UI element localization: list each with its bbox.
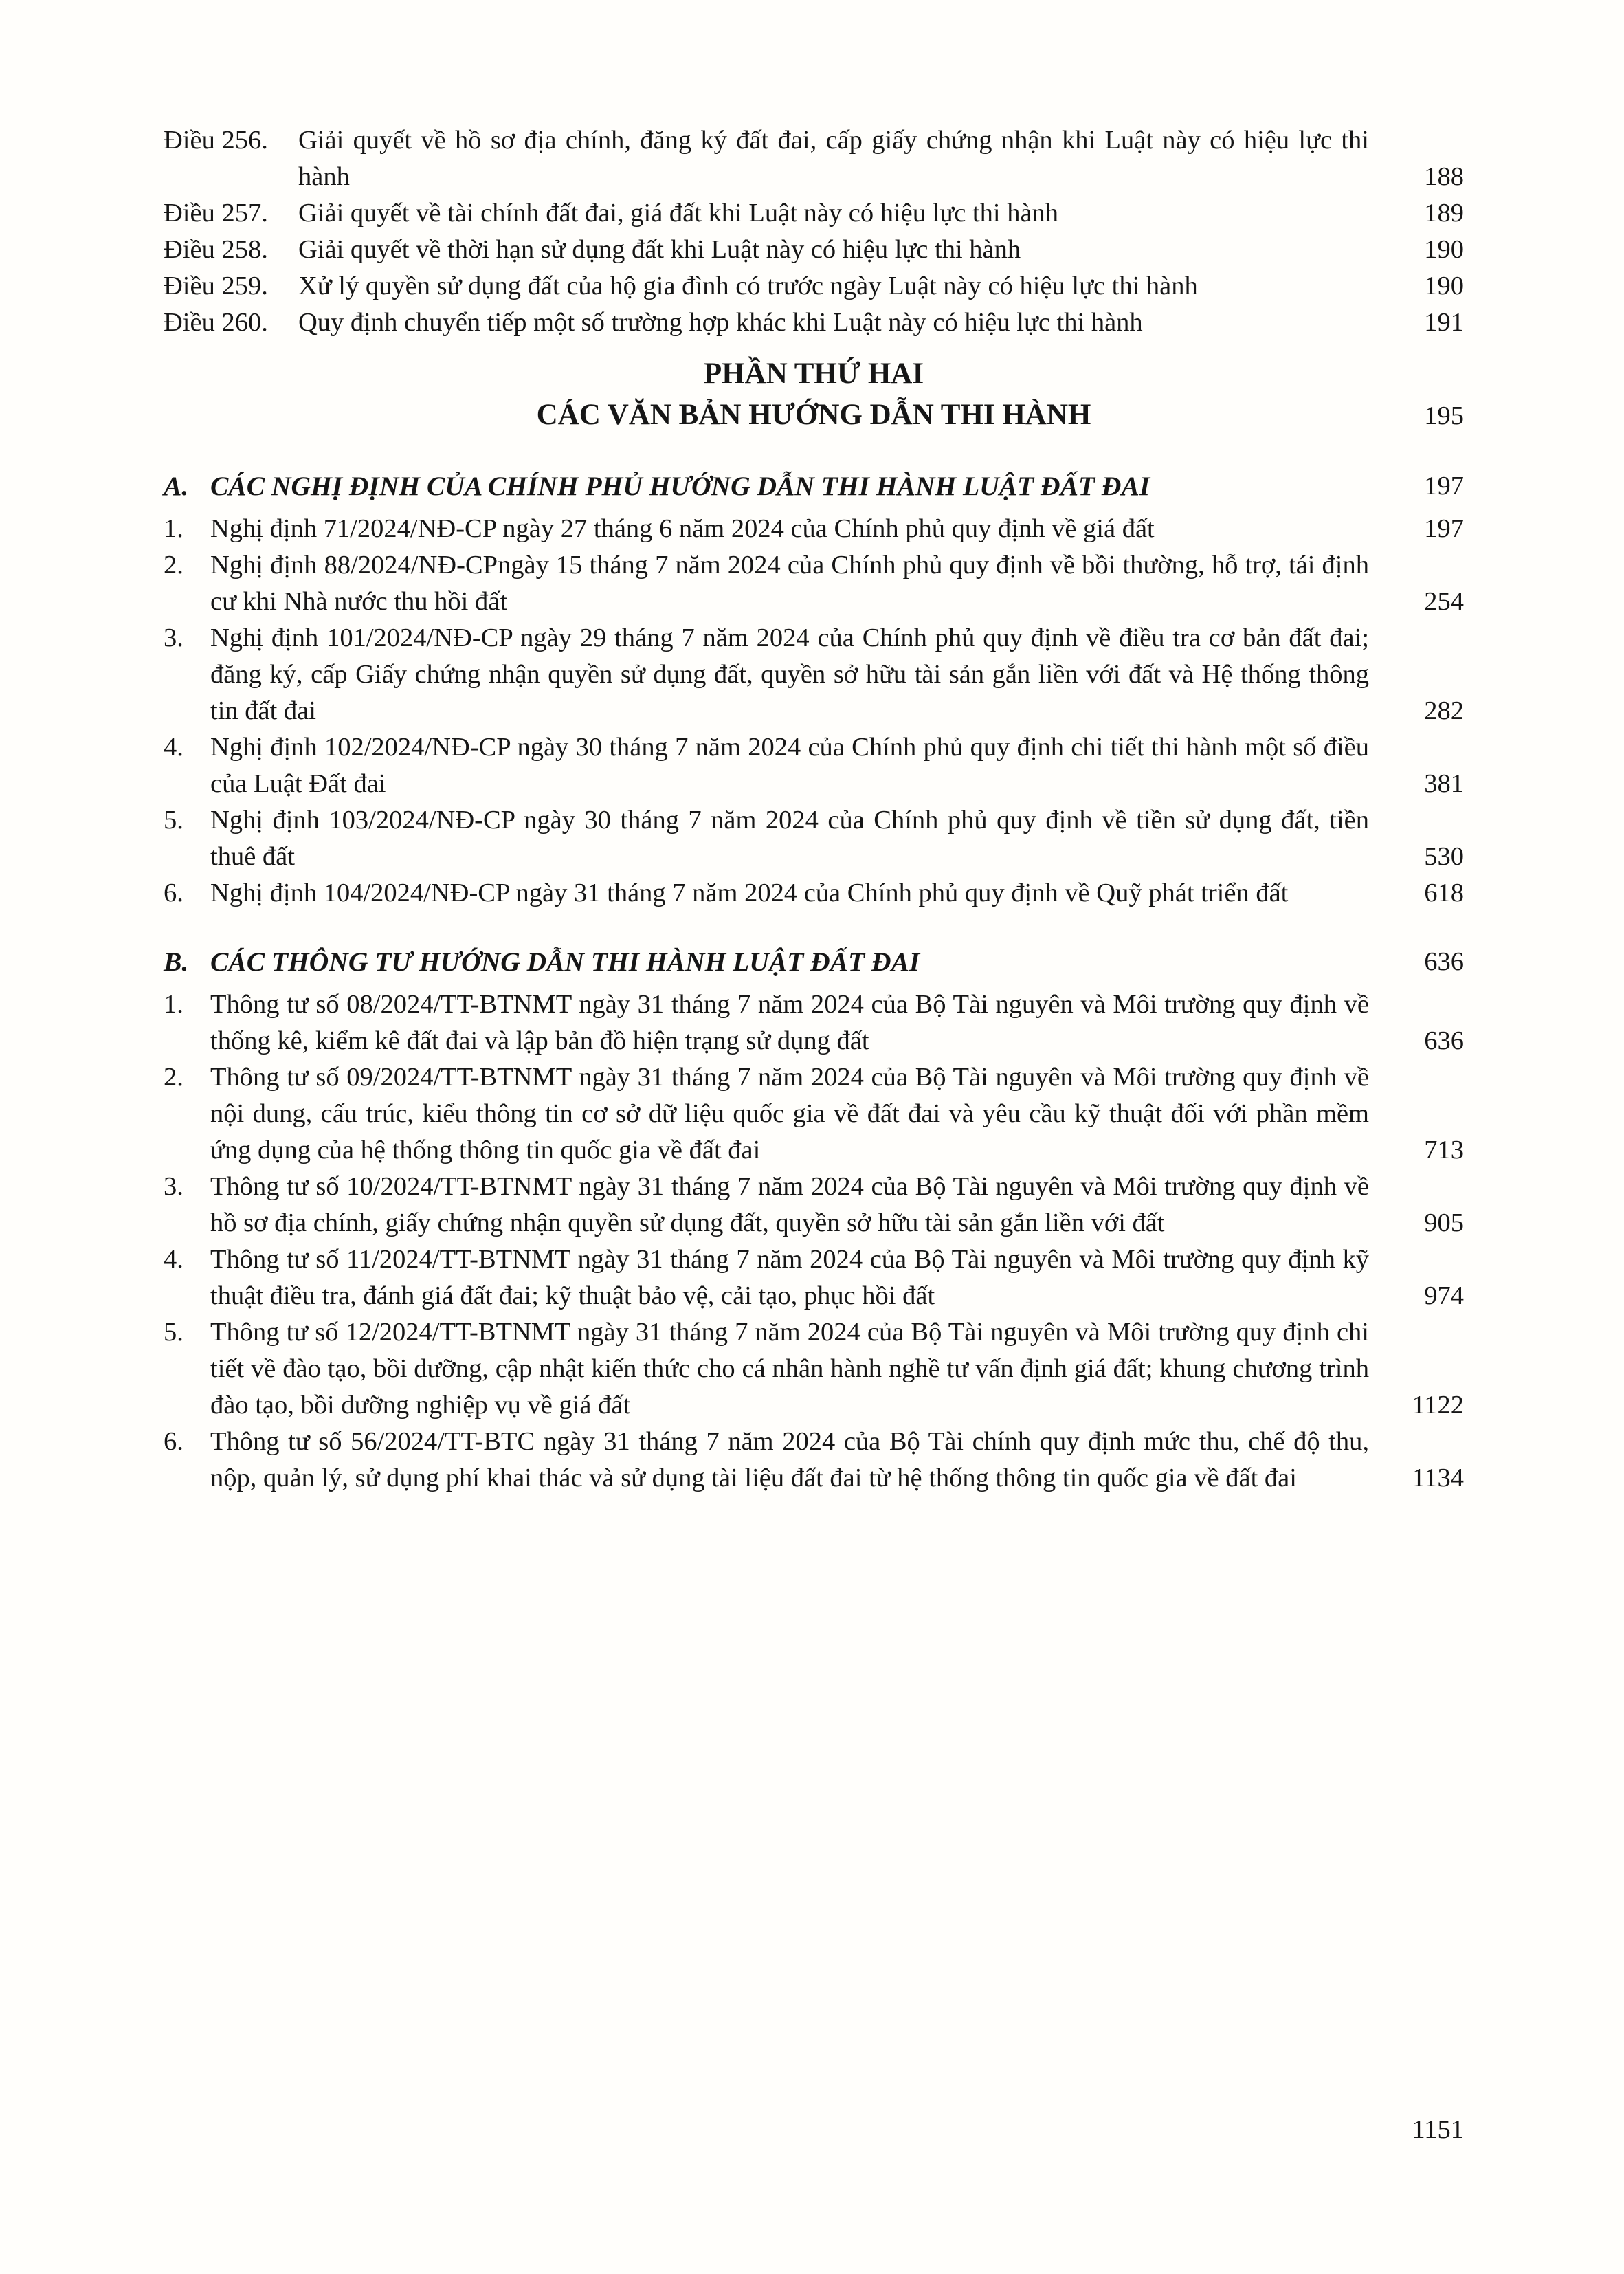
entry-label: Điều 259.: [164, 272, 268, 300]
toc-entry-article-256: [164, 122, 1464, 195]
part-heading: [164, 353, 1464, 436]
entry-number: 1.: [164, 990, 183, 1019]
entry-title: Giải quyết về tài chính đất đai, giá đất khi Luật này có hiệu lực thi hành: [298, 199, 1059, 228]
entry-title: Nghị định 101/2024/NĐ-CP ngày 29 tháng 7 năm 2024 của Chính phủ quy định về điều tra cơ bản đất đai; đăng ký, cấp Giấy chứng nhận quyền sử dụng đất, quyền sở hữu tài sản gắn liền với đất và Hệ thống thông tin đất đai: [210, 623, 1369, 725]
entry-page-number: 618: [1424, 879, 1464, 907]
entry-page-number: 905: [1424, 1208, 1464, 1237]
toc-entry-decree-5: [164, 802, 1464, 875]
entry-title: Nghị định 71/2024/NĐ-CP ngày 27 tháng 6 năm 2024 của Chính phủ quy định về giá đất: [210, 514, 1155, 543]
entry-number: 6.: [164, 879, 183, 907]
section-label: A.: [164, 471, 189, 501]
entry-title: Thông tư số 56/2024/TT-BTC ngày 31 tháng 7 năm 2024 của Bộ Tài chính quy định mức thu, chế độ thu, nộp, quản lý, sử dụng phí khai thác và sử dụng tài liệu đất đai từ hệ thống thông tin quốc gia về đất đai: [210, 1427, 1369, 1492]
entry-number: 6.: [164, 1427, 183, 1456]
part-heading-line2: CÁC VĂN BẢN HƯỚNG DẪN THI HÀNH: [536, 399, 1091, 431]
toc-entry-circular-3: [164, 1169, 1464, 1241]
entry-number: 2.: [164, 551, 183, 579]
entry-title: Thông tư số 12/2024/TT-BTNMT ngày 31 tháng 7 năm 2024 của Bộ Tài nguyên và Môi trường quy định chi tiết về đào tạo, bồi dưỡng, cập nhật kiến thức cho cá nhân hành nghề tư vấn định giá đất; khung chương trình đào tạo, bồi dưỡng nghiệp vụ về giá đất: [210, 1318, 1369, 1420]
entry-page-number: 191: [1424, 308, 1464, 337]
toc-entry-decree-4: [164, 729, 1464, 802]
toc-entry-circular-2: [164, 1059, 1464, 1169]
entry-page-number: 1134: [1412, 1464, 1464, 1492]
section-a-items: [164, 511, 1464, 912]
entry-number: 4.: [164, 733, 183, 762]
entry-title: Giải quyết về hồ sơ địa chính, đăng ký đất đai, cấp giấy chứng nhận khi Luật này có hiệu lực thi hành: [298, 126, 1369, 191]
section-b-heading: [164, 943, 1464, 981]
toc-entry-circular-4: [164, 1241, 1464, 1314]
toc-entry-circular-6: [164, 1424, 1464, 1497]
entry-title: Thông tư số 09/2024/TT-BTNMT ngày 31 tháng 7 năm 2024 của Bộ Tài nguyên và Môi trường quy định về nội dung, cấu trúc, kiểu thông tin cơ sở dữ liệu quốc gia về đất đai và yêu cầu kỹ thuật đối với phần mềm ứng dụng của hệ thống thông tin quốc gia về đất đai: [210, 1063, 1369, 1164]
entry-number: 4.: [164, 1245, 183, 1274]
entry-page-number: 974: [1424, 1281, 1464, 1310]
entry-number: 2.: [164, 1063, 183, 1092]
entry-title: Thông tư số 10/2024/TT-BTNMT ngày 31 tháng 7 năm 2024 của Bộ Tài nguyên và Môi trường quy định về hồ sơ địa chính, giấy chứng nhận quyền sử dụng đất, quyền sở hữu tài sản gắn liền với đất: [210, 1172, 1369, 1237]
section-title: CÁC NGHỊ ĐỊNH CỦA CHÍNH PHỦ HƯỚNG DẪN THI HÀNH LUẬT ĐẤT ĐAI: [210, 471, 1150, 501]
entry-title: Xử lý quyền sử dụng đất của hộ gia đình có trước ngày Luật này có hiệu lực thi hành: [298, 272, 1198, 300]
entry-title: Nghị định 104/2024/NĐ-CP ngày 31 tháng 7 năm 2024 của Chính phủ quy định về Quỹ phát triển đất: [210, 879, 1289, 907]
entry-page-number: 189: [1424, 199, 1464, 228]
section-label: B.: [164, 947, 189, 977]
entry-page-number: 713: [1424, 1136, 1464, 1164]
entry-title: Thông tư số 08/2024/TT-BTNMT ngày 31 tháng 7 năm 2024 của Bộ Tài nguyên và Môi trường quy định về thống kê, kiểm kê đất đai và lập bản đồ hiện trạng sử dụng đất: [210, 990, 1369, 1055]
entry-page-number: 530: [1424, 842, 1464, 871]
entry-label: Điều 258.: [164, 235, 268, 264]
entry-page-number: 197: [1424, 514, 1464, 543]
entry-number: 5.: [164, 806, 183, 835]
section-title: CÁC THÔNG TƯ HƯỚNG DẪN THI HÀNH LUẬT ĐẤT ĐAI: [210, 947, 920, 977]
entry-title: Quy định chuyển tiếp một số trường hợp khác khi Luật này có hiệu lực thi hành: [298, 308, 1143, 337]
entry-label: Điều 260.: [164, 308, 268, 337]
entry-label: Điều 256.: [164, 126, 268, 155]
entry-label: Điều 257.: [164, 199, 268, 228]
entry-page-number: 282: [1424, 696, 1464, 725]
section-page-number: 636: [1424, 947, 1464, 976]
footer-page-number: 1151: [1412, 2115, 1464, 2144]
toc-entry-circular-1: [164, 986, 1464, 1059]
toc-entry-circular-5: [164, 1314, 1464, 1424]
entry-page-number: 1122: [1412, 1391, 1464, 1420]
entry-title: Nghị định 102/2024/NĐ-CP ngày 30 tháng 7 năm 2024 của Chính phủ quy định chi tiết thi hành một số điều của Luật Đất đai: [210, 733, 1369, 798]
toc-entry-decree-1: [164, 511, 1464, 547]
entry-page-number: 190: [1424, 235, 1464, 264]
toc-entry-decree-6: [164, 875, 1464, 912]
toc-entry-decree-3: [164, 620, 1464, 729]
part-heading-line1: PHẦN THỨ HAI: [703, 357, 924, 390]
entry-number: 5.: [164, 1318, 183, 1347]
toc-content: [164, 122, 1464, 1497]
toc-entry-article-260: [164, 305, 1464, 341]
articles-list: [164, 122, 1464, 341]
entry-page-number: 636: [1424, 1026, 1464, 1055]
entry-number: 1.: [164, 514, 183, 543]
section-b-items: [164, 986, 1464, 1497]
entry-number: 3.: [164, 623, 183, 652]
entry-number: 3.: [164, 1172, 183, 1201]
entry-page-number: 254: [1424, 587, 1464, 616]
entry-title: Nghị định 103/2024/NĐ-CP ngày 30 tháng 7 năm 2024 của Chính phủ quy định về tiền sử dụng đất, tiền thuê đất: [210, 806, 1369, 871]
entry-page-number: 190: [1424, 272, 1464, 300]
entry-title: Nghị định 88/2024/NĐ-CPngày 15 tháng 7 năm 2024 của Chính phủ quy định về bồi thường, hỗ trợ, tái định cư khi Nhà nước thu hồi đất: [210, 551, 1369, 616]
entry-page-number: 381: [1424, 769, 1464, 798]
section-page-number: 197: [1424, 472, 1464, 500]
entry-title: Thông tư số 11/2024/TT-BTNMT ngày 31 tháng 7 năm 2024 của Bộ Tài nguyên và Môi trường quy định kỹ thuật điều tra, đánh giá đất đai; kỹ thuật bảo vệ, cải tạo, phục hồi đất: [210, 1245, 1369, 1310]
section-a-heading: [164, 467, 1464, 505]
toc-entry-article-257: [164, 195, 1464, 232]
toc-entry-decree-2: [164, 547, 1464, 620]
toc-entry-article-259: [164, 268, 1464, 305]
entry-title: Giải quyết về thời hạn sử dụng đất khi Luật này có hiệu lực thi hành: [298, 235, 1021, 264]
part-heading-line2-row: [164, 395, 1464, 436]
toc-entry-article-258: [164, 232, 1464, 268]
part-page-number: 195: [1424, 401, 1464, 430]
entry-page-number: 188: [1424, 162, 1464, 191]
